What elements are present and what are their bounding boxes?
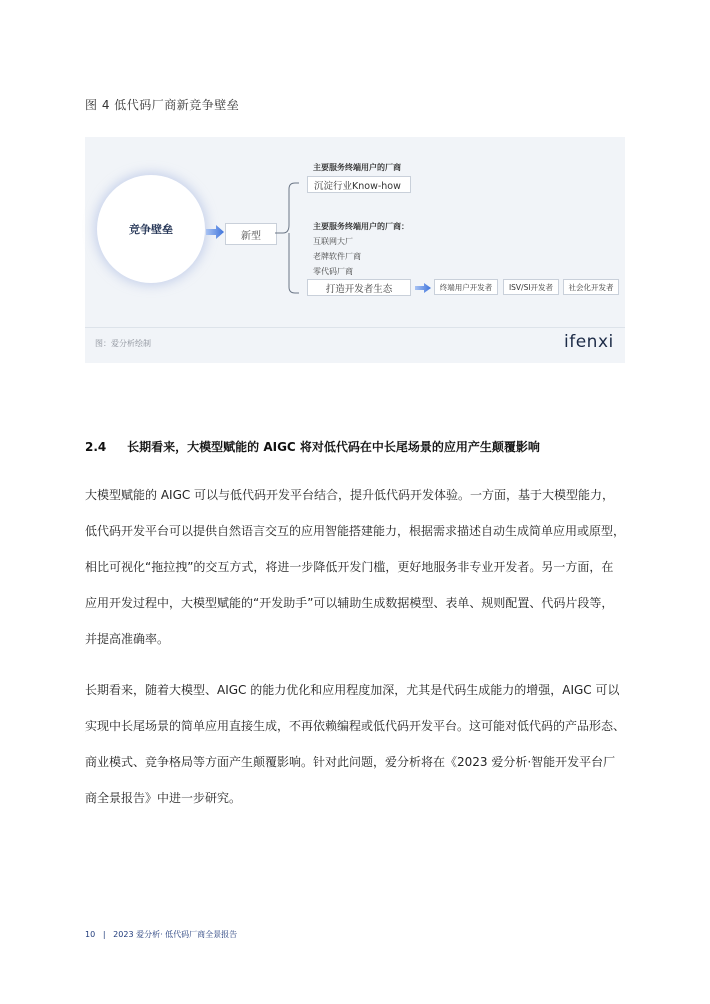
branch2-item: 零代码厂商 — [313, 267, 353, 276]
figure-source: 图：爱分析绘制 — [95, 339, 151, 348]
section-heading — [85, 438, 540, 455]
paragraph-line: 并提高准确率。 — [85, 632, 170, 646]
section-number: 2.4 — [85, 440, 107, 454]
branch2-box: 打造开发者生态 — [307, 279, 411, 296]
branch2-item: 互联网大厂 — [313, 237, 353, 246]
footer-report-title: 2023 爱分析· 低代码厂商全景报告 — [113, 930, 238, 939]
arrow-right-icon — [415, 283, 431, 293]
ecosystem-item: 终端用户开发者 — [434, 279, 498, 295]
ifenxi-logo: ifenxi — [564, 332, 614, 352]
section-title: 长期看来，大模型赋能的 AIGC 将对低代码在中长尾场景的应用产生颠覆影响 — [127, 440, 540, 454]
new-type-box: 新型 — [225, 223, 277, 245]
paragraph-2 — [85, 672, 633, 816]
ecosystem-item: ISV/SI开发者 — [503, 279, 559, 295]
figure-diagram — [85, 137, 625, 363]
paragraph-line: 商全景报告》中进一步研究。 — [85, 791, 242, 805]
paragraph-1 — [85, 477, 633, 657]
paragraph-line: 商业模式、竞争格局等方面产生颠覆影响。针对此问题，爱分析将在《2023 爱分析·智能开发平台厂 — [85, 755, 616, 769]
page-footer — [85, 929, 237, 940]
ecosystem-item: 社会化开发者 — [563, 279, 619, 295]
figure-caption: 图 4 低代码厂商新竞争壁垒 — [85, 98, 240, 112]
branch1-title: 主要服务终端用户的厂商 — [313, 163, 401, 172]
footer-separator: | — [102, 930, 106, 939]
figure-divider — [85, 327, 625, 328]
paragraph-line: 低代码开发平台可以提供自然语言交互的应用智能搭建能力，根据需求描述自动生成简单应用或原型， — [85, 524, 626, 538]
paragraph-line: 长期看来，随着大模型、AIGC 的能力优化和应用程度加深，尤其是代码生成能力的增强，AIGC 可以 — [85, 683, 620, 697]
paragraph-line: 实现中长尾场景的简单应用直接生成，不再依赖编程或低代码开发平台。这可能对低代码的产品形态、 — [85, 719, 626, 733]
paragraph-line: 应用开发过程中，大模型赋能的“开发助手”可以辅助生成数据模型、表单、规则配置、代码片段等， — [85, 596, 614, 610]
branch1-box: 沉淀行业Know-how — [307, 176, 411, 193]
branch2-title: 主要服务终端用户的厂商： — [313, 222, 409, 231]
branch2-item: 老牌软件厂商 — [313, 252, 361, 261]
paragraph-line: 大模型赋能的 AIGC 可以与低代码开发平台结合，提升低代码开发体验。一方面，基于大模型能力， — [85, 488, 615, 502]
page-number: 10 — [85, 930, 96, 939]
center-circle: 竞争壁垒 — [97, 175, 205, 283]
paragraph-line: 相比可视化“拖拉拽”的交互方式，将进一步降低开发门槛，更好地服务非专业开发者。另一方面，在 — [85, 560, 614, 574]
